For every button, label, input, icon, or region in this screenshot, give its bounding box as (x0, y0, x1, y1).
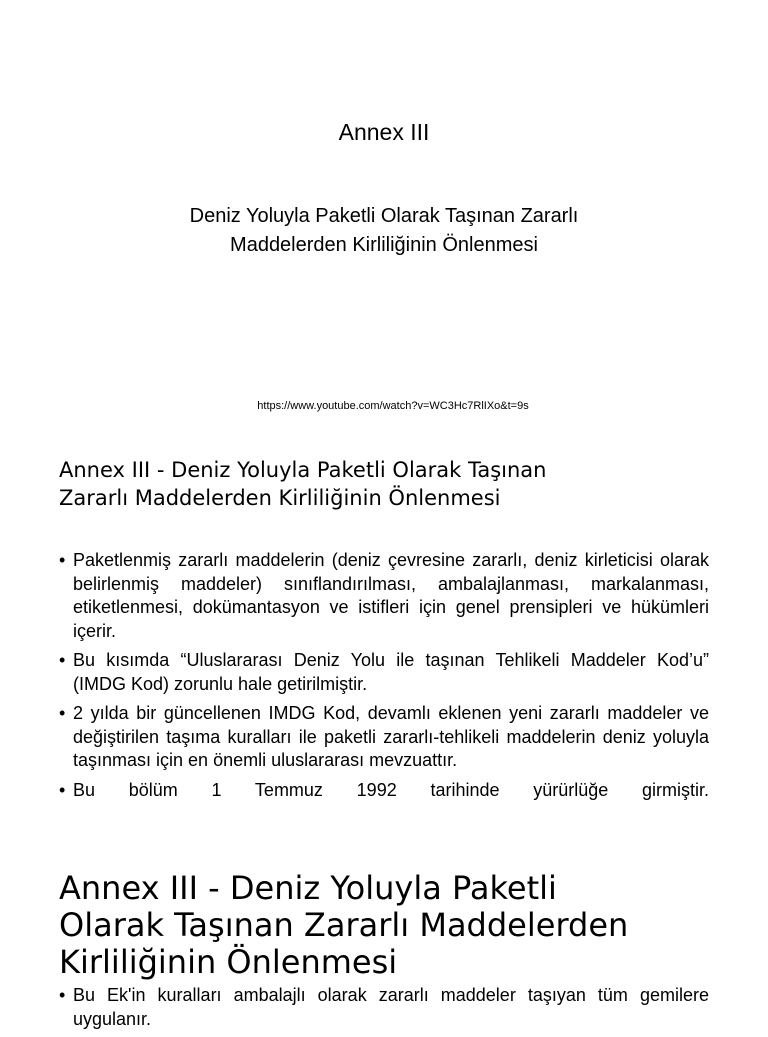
title-line: Annex III - Deniz Yoluyla Paketli (59, 869, 557, 907)
title-line: Kirliliğinin Önlenmesi (59, 943, 398, 981)
video-link[interactable]: https://www.youtube.com/watch?v=WC3Hc7RlIXo&t=9s (257, 400, 529, 412)
bullet-item: • Bu kısımda “Uluslararası Deniz Yolu ile taşınan Tehlikeli Maddeler Kod’u” (IMDG Kod) zorunlu hale getirilmiştir. (59, 649, 709, 696)
bullet-item: • Paketlenmiş zararlı maddelerin (deniz çevresine zararlı, deniz kirleticisi olarak belirlenmiş maddeler) sınıflandırılması, ambalajlanması, markalanması, etiketlenmesi, dokümantasyon ve istifleri için genel prensipleri ve hükümleri içerir. (59, 549, 709, 643)
bullet-item: • Bu bölüm 1 Temmuz 1992 tarihinde yürürlüğe girmiştir. (59, 779, 709, 803)
title-line: Zararlı Maddelerden Kirliliğinin Önlenmesi (59, 486, 501, 510)
title-line: Olarak Taşınan Zararlı Maddelerden (59, 906, 629, 944)
slide-subtitle (84, 202, 684, 260)
bullet-item: • Bu Ek'in kuralları ambalajlı olarak zararlı maddeler taşıyan tüm gemilere uygulanır. (59, 984, 709, 1031)
slide-2-title (59, 456, 719, 512)
title-line: Annex III - Deniz Yoluyla Paketli Olarak Taşınan (59, 458, 547, 482)
subtitle-line: Maddelerden Kirliliğinin Önlenmesi (230, 234, 538, 256)
slide-3-title (59, 870, 739, 981)
slide-1 (0, 0, 768, 440)
slide-title: Annex III (338, 119, 430, 145)
bullet-item: • 2 yılda bir güncellenen IMDG Kod, devamlı eklenen yeni zararlı maddeler ve değiştirilen taşıma kuralları ile paketli zararlı-tehlikeli maddelerin deniz yoluyla taşınması için en önemli uluslararası mevzuattır. (59, 702, 709, 773)
subtitle-line: Deniz Yoluyla Paketli Olarak Taşınan Zararlı (189, 205, 579, 227)
slide-3-bullet-list (59, 984, 709, 1037)
slide-2-bullet-list (59, 549, 709, 808)
